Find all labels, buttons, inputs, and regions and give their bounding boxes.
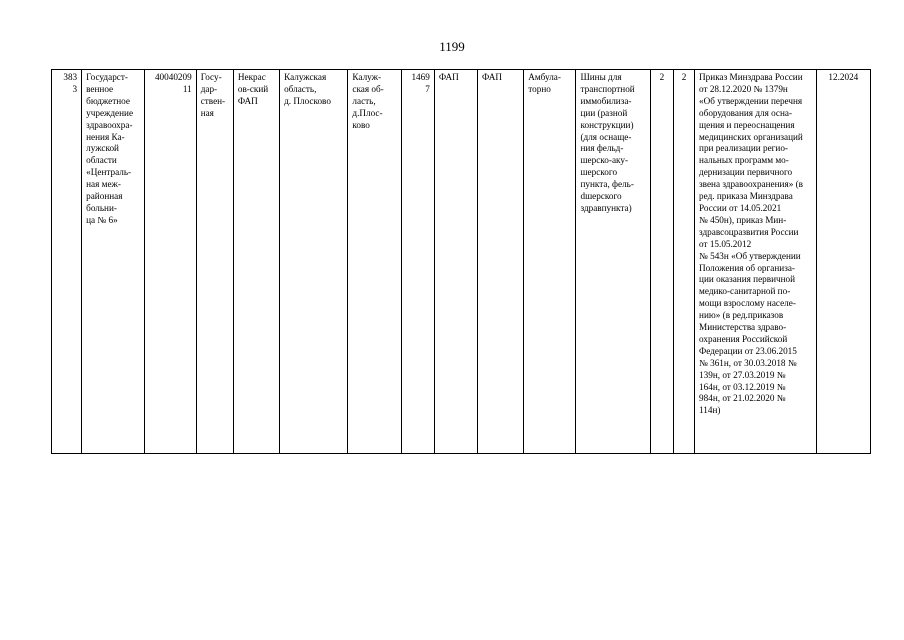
unit-type-cell: ФАП [434, 70, 477, 454]
registry-table [51, 69, 871, 454]
care-form-cell: Амбула- торно [524, 70, 576, 454]
legal-basis-cell: Приказ Минздрава России от 28.12.2020 № 1379н «Об утверждении перечня оборудования для осна- щения и переоснащения медицинских организаций при реализации регио- нальных программ мо- дернизации первичного звена здравоохранения» (в ред. приказа Минздрава России от 14.05.2021 № 450н), приказ Мин- здравсоцразвития России от 15.05.2012 № 543н «Об утверждении Положения об организа- ции оказания первичной медико-санитарной по- мощи взрослому населе- нию» (в ред.приказов Министерства здраво- охранения Российской Федерации от 23.06.2015 № 361н, от 30.03.2018 № 139н, от 27.03.2019 № 164н, от 03.12.2019 № 984н, от 21.02.2020 № 114н) [695, 70, 817, 454]
qty-available-cell: 2 [673, 70, 694, 454]
code-cell: 40040209 11 [145, 70, 196, 454]
unit-type-secondary-cell: ФАП [478, 70, 524, 454]
page-number: 1199 [439, 39, 465, 54]
ownership-cell: Госу- дар- ствен- ная [196, 70, 233, 454]
row-number-cell: 383 3 [52, 70, 82, 454]
deadline-cell: 12.2024 [816, 70, 870, 454]
equipment-cell: Шины для транспортной иммобилиза- ции (разной конструкции) (для оснаще- ния фельд- шерско-аку- шерского пункта, фель- dшерского здравпункта) [576, 70, 650, 454]
unit-code-cell: 1469 7 [401, 70, 434, 454]
organization-cell: Государст- венное бюджетное учреждение здравоохра- нения Ка- лужской области «Централь- ная меж- районная больни- ца № 6» [82, 70, 145, 454]
unit-name-cell: Некрас ов-ский ФАП [233, 70, 279, 454]
table-row [52, 70, 871, 454]
location-cell: Калуж- ская об- ласть, д.Плос- ково [348, 70, 401, 454]
address-cell: Калужская область, д. Плосково [280, 70, 348, 454]
qty-required-cell: 2 [650, 70, 673, 454]
